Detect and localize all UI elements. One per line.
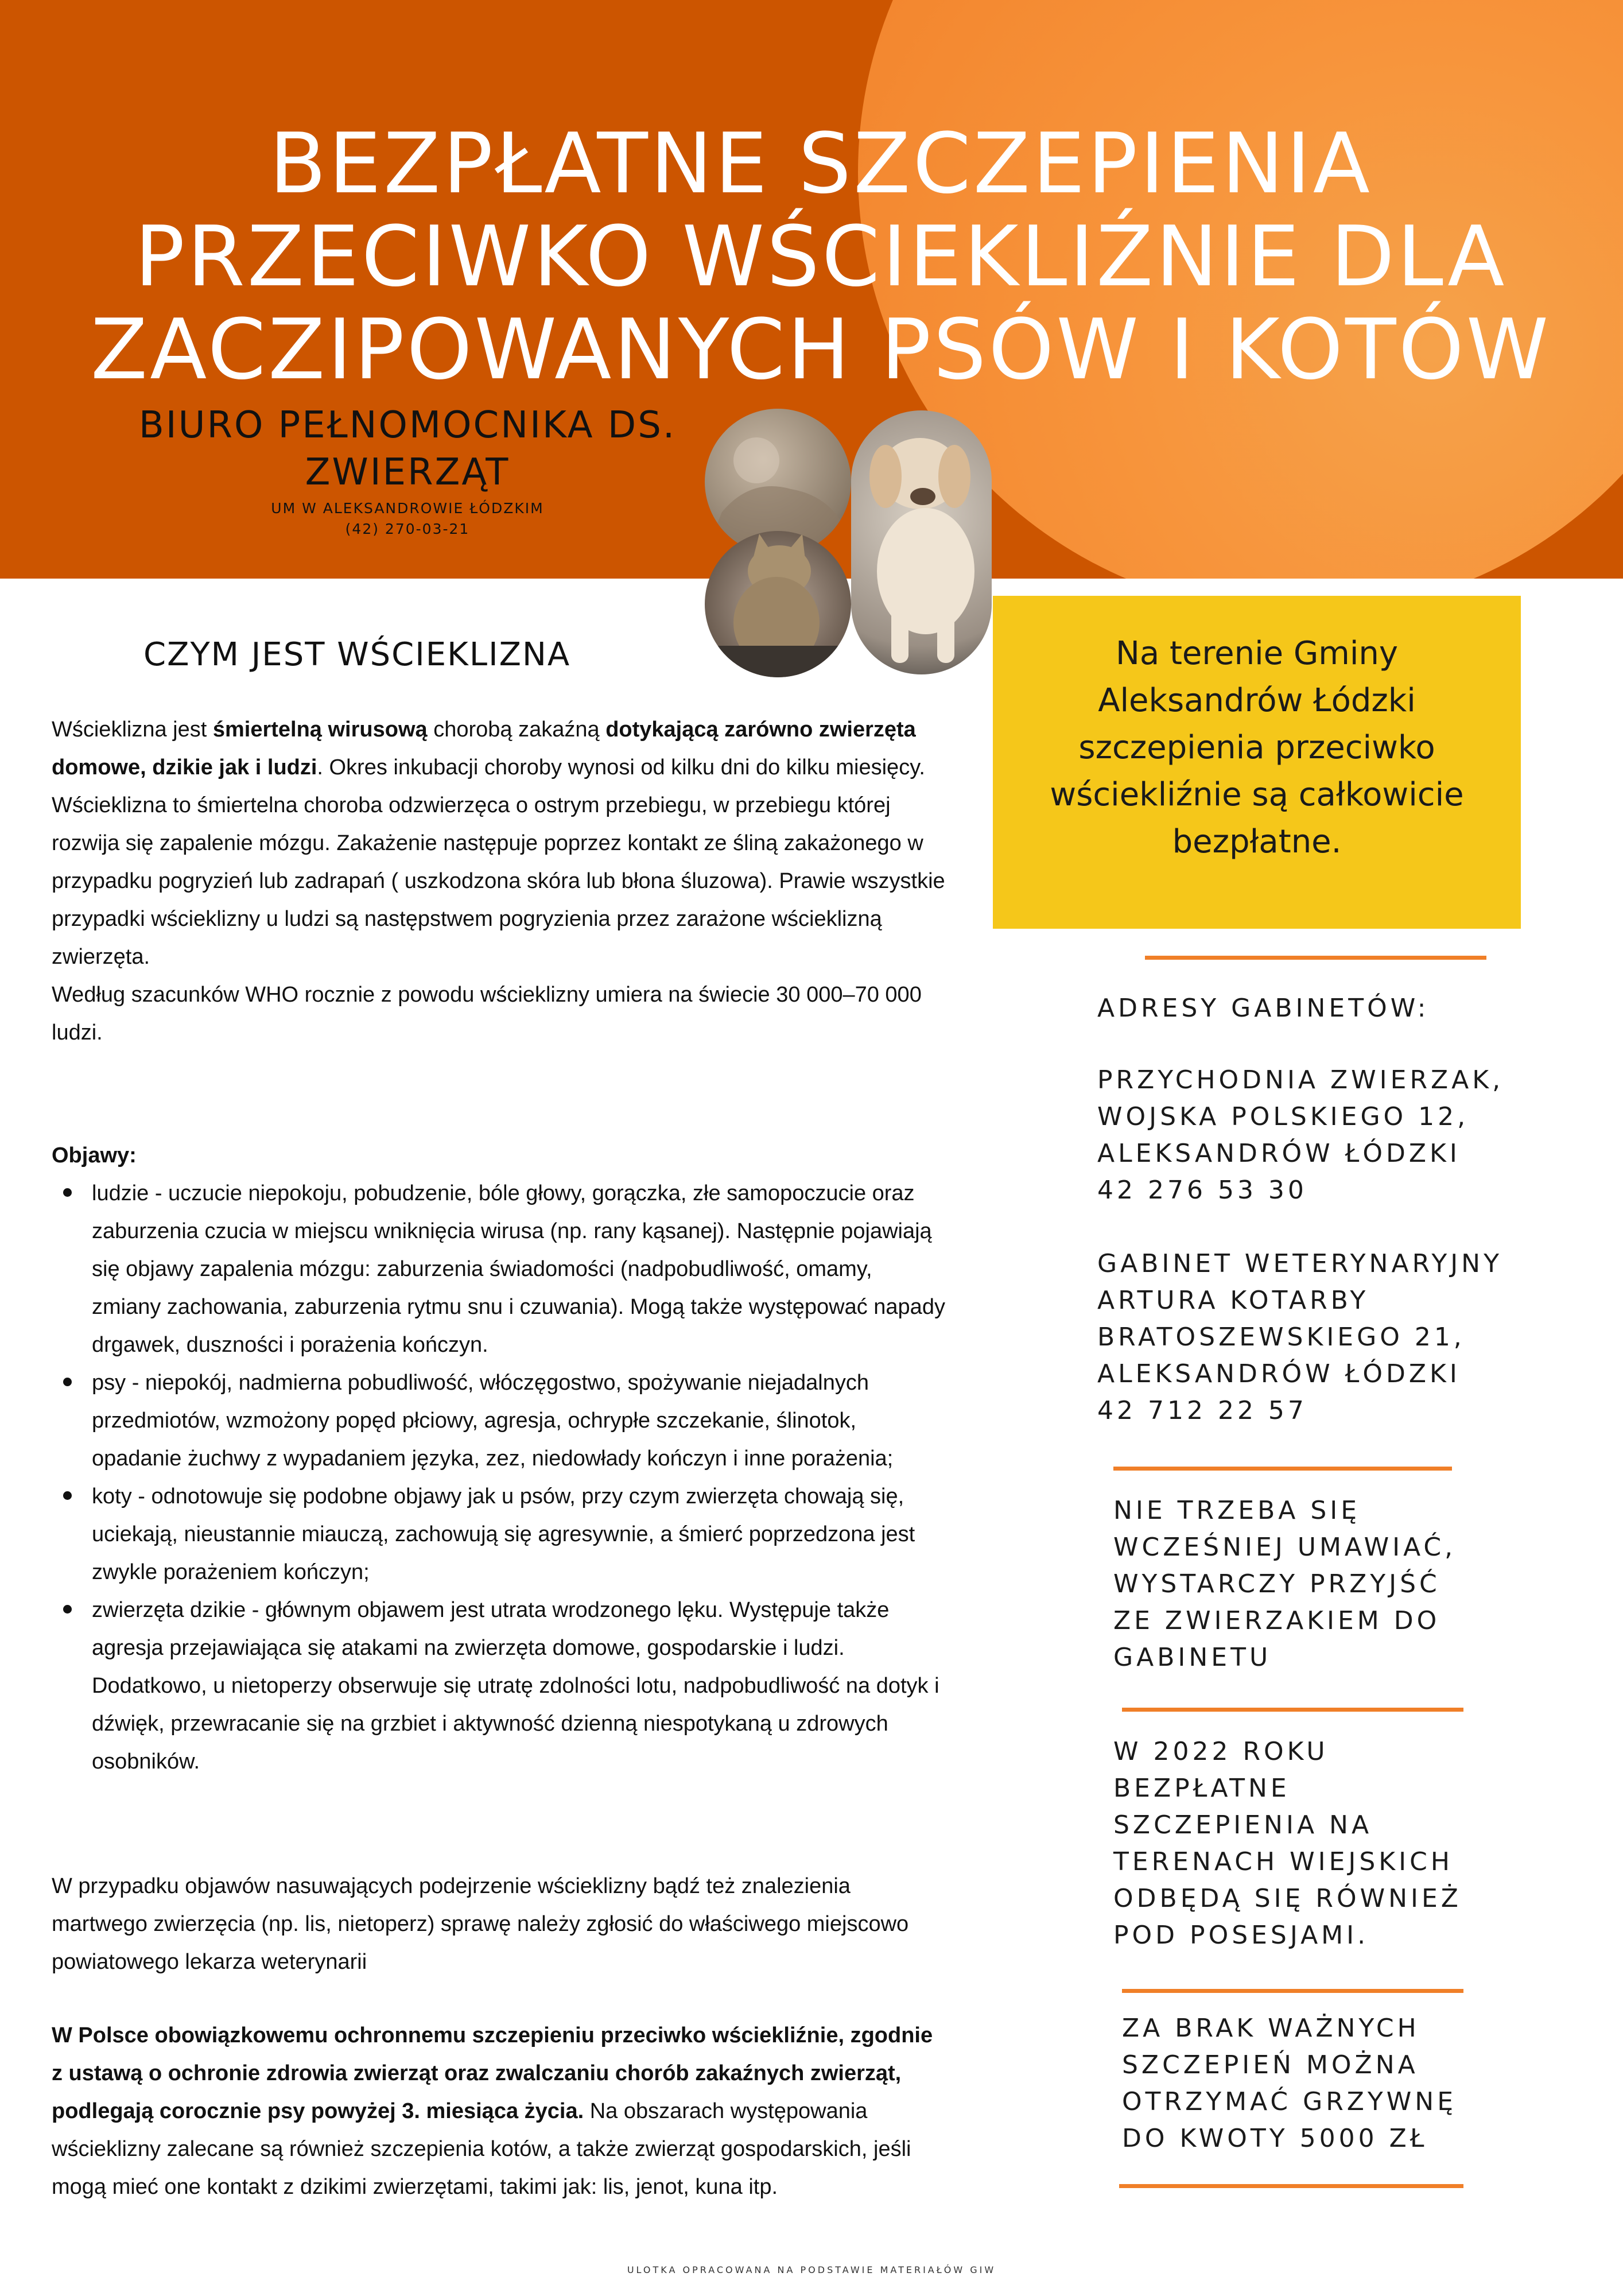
intro-paragraph [52,711,947,1052]
clinic-kotarby: GABINET WETERYNARYJNY ARTURA KOTARBY BRATOSZEWSKIEGO 21, ALEKSANDRÓW ŁÓDZKI 42 712 22 57 [1097,1249,1502,1425]
bullet-icon [63,1188,72,1197]
title-line-2: PRZECIWKO WŚCIEKLIŹNIE DLA [134,208,1507,305]
symptoms-list [52,1174,947,1781]
divider [1113,1467,1452,1471]
office-name-line-2: ZWIERZĄT [305,451,510,494]
symptom-text: ludzie - uczucie niepokoju, pobudzenie, bóle głowy, gorączka, złe samopoczucie oraz zaburzenia czucia w miejscu wniknięcia wirusa (np. rany kąsanej). Następnie pojawiają się objawy zapalenia mózgu: zaburzenia świadomości (nadpobudliwość, omamy, zmiany zachowania, zaburzenia rytmu snu i czuwania). Mogą także występować napady drgawek, duszności i porażenia kończyn. [92,1181,945,1357]
title-line-3: ZACZIPOWANYCH PSÓW I KOTÓW [90,301,1551,398]
office-name-line-1: BIURO PEŁNOMOCNIKA DS. [138,404,677,447]
title-line-1: BEZPŁATNE SZCZEPIENIA [269,115,1372,212]
intro-text-1: Wścieklizna jest [52,718,213,742]
bullet-icon [63,1378,72,1386]
intro-bold-2: dotykającą zarówno zwierzęta domowe, dzikie jak i ludzi [52,718,916,779]
symptom-item-cats [52,1477,947,1591]
symptoms-label: Objawy: [52,1143,137,1168]
puppy-photo [851,410,992,674]
addresses-heading: ADRESY GABINETÓW: [1097,994,1430,1023]
office-contact [109,498,706,540]
symptom-text: zwierzęta dzikie - głównym objawem jest utrata wrodzonego lęku. Występuje także agresja przejawiająca się atakami na zwierzęta domowe, gospodarskie i ludzi. Dodatkowo, u nietoperzy obserwuje się utratę zdolności lotu, nadpobudliwość na dotyk i dźwięk, przewracanie się na grzbiet i aktywność dzienną niespotykaną u zdrowych osobników. [92,1598,939,1774]
office-phone: (42) 270-03-21 [345,521,470,537]
callout-text: Na terenie Gminy Aleksandrów Łódzki szczepienia przeciwko wściekliźnie są całkowicie bezpłatne. [1050,635,1464,860]
cat-photo [705,531,851,677]
intro-text-2: chorobą zakaźną [427,718,606,742]
footer-note: ULOTKA OPRACOWANA NA PODSTAWIE MATERIAŁÓW GIW [627,2264,996,2275]
symptom-text: koty - odnotowuje się podobne objawy jak u psów, przy czym zwierzęta chowają się, uciekają, nieustannie miauczą, zachowują się agresywnie, a śmierć poprzedzona jest zwykle porażeniem kończyn; [92,1484,915,1584]
note-no-appointment: NIE TRZEBA SIĘ WCZEŚNIEJ UMAWIAĆ, WYSTARCZY PRZYJŚĆ ZE ZWIERZAKIEM DO GABINETU [1113,1496,1457,1672]
divider [1119,2184,1463,2188]
law-paragraph [52,2016,947,2206]
intro-bold-1: śmiertelną wirusową [212,718,428,742]
symptom-item-wild [52,1591,947,1781]
bullet-icon [63,1491,72,1500]
office-subtitle: UM W ALEKSANDROWIE ŁÓDZKIM [271,500,544,517]
symptom-text: psy - niepokój, nadmierna pobudliwość, włóczęgostwo, spożywanie niejadalnych przedmiotów, wzmożony popęd płciowy, agresja, ochrypłe szczekanie, ślinotok, opadanie żuchwy z wypadaniem języka, zez, niedowłady kończyn i inne porażenia; [92,1371,894,1471]
symptom-item-humans [52,1174,947,1364]
note-rural-vaccinations: W 2022 ROKU BEZPŁATNE SZCZEPIENIA NA TERENACH WIEJSKICH ODBĘDĄ SIĘ RÓWNIEŻ POD POSESJAMI. [1113,1737,1462,1950]
report-paragraph: W przypadku objawów nasuwających podejrzenie wścieklizny bądź też znalezienia martwego zwierzęcia (np. lis, nietoperz) sprawę należy zgłosić do właściwego miejscowo powiatowego lekarza weterynarii [52,1874,909,1974]
divider [1122,1708,1463,1712]
section-title: CZYM JEST WŚCIEKLIZNA [143,636,571,673]
page-title [34,115,1607,398]
symptom-item-dogs [52,1364,947,1477]
clinic-zwierzak: PRZYCHODNIA ZWIERZAK, WOJSKA POLSKIEGO 12, ALEKSANDRÓW ŁÓDZKI 42 276 53 30 [1097,1065,1504,1205]
divider [1122,1989,1463,1993]
office-name [109,402,706,496]
law-rest: Na obszarach występowania wścieklizny zalecane są również szczepienia kotów, a także zwierząt gospodarskich, jeśli mogą mieć one kontakt z dzikimi zwierzętami, takimi jak: lis, jenot, kuna itp. [52,2099,911,2199]
note-fine: ZA BRAK WAŻNYCH SZCZEPIEŃ MOŻNA OTRZYMAĆ GRZYWNĘ DO KWOTY 5000 ZŁ [1122,2014,1457,2153]
bullet-icon [63,1605,72,1614]
intro-text-3: . Okres inkubacji choroby wynosi od kilku dni do kilku miesięcy. Wścieklizna to śmiertelna choroba odzwierzęca o ostrym przebiegu, w przebiegu której rozwija się zapalenie mózgu. Zakażenie następuje poprzez kontakt ze śliną zakażonego w przypadku pogryzień lub zadrapań ( uszkodzona skóra lub błona śluzowa). Prawie wszystkie przypadki wścieklizny u ludzi są następstwem pogryzienia przez zarażone wścieklizną zwierzęta. [52,755,945,969]
intro-who-stat: Według szacunków WHO rocznie z powodu wścieklizny umiera na świecie 30 000–70 000 ludzi. [52,983,922,1045]
divider [1145,956,1486,960]
law-bold: W Polsce obowiązkowemu ochronnemu szczepieniu przeciwko wściekliźnie, zgodnie z ustawą o ochronie zdrowia zwierząt oraz zwalczaniu chorób zakaźnych zwierząt, podlegają corocznie psy powyżej 3. miesiąca życia. [52,2023,933,2123]
